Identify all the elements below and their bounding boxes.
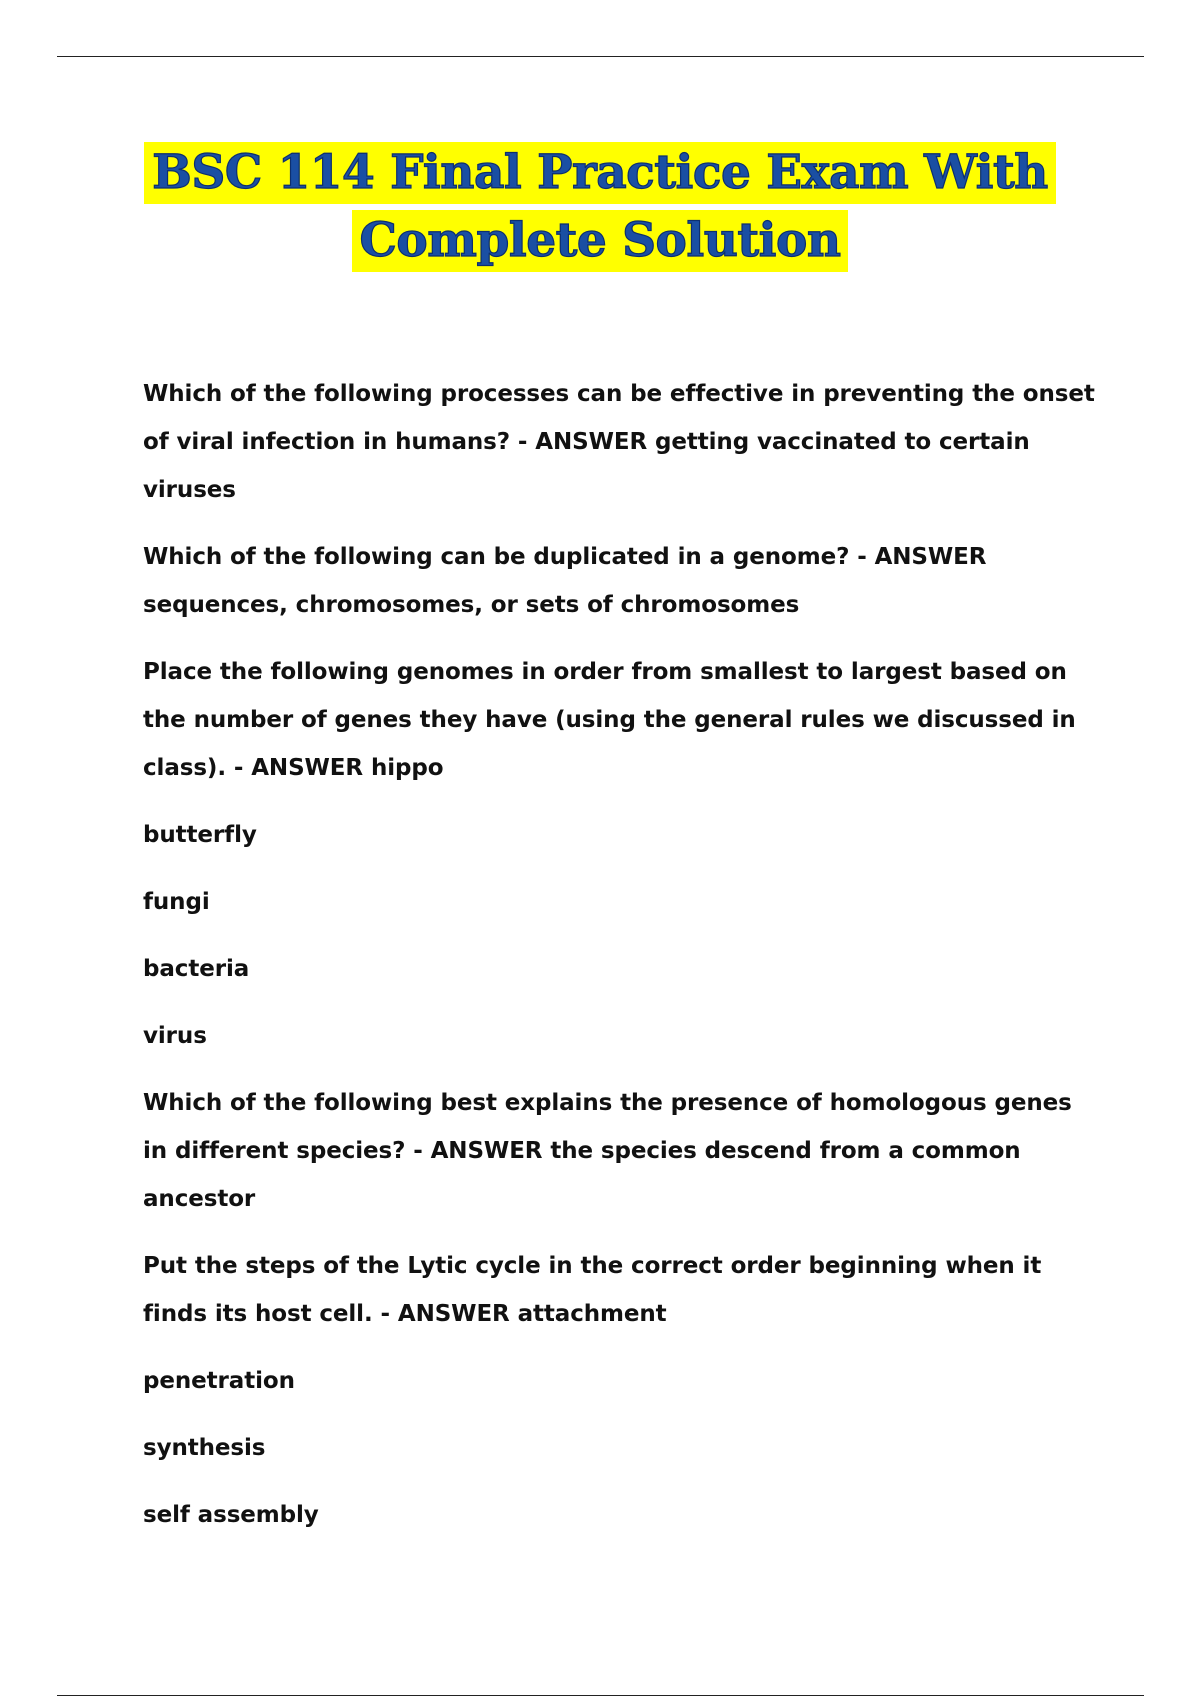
document-title (0, 142, 1200, 278)
question-lytic-cycle: Put the steps of the Lytic cycle in the correct order beginning when it finds its host cell. - ANSWER attachment (143, 1253, 1042, 1327)
answer-item-synthesis: synthesis (143, 1435, 266, 1461)
title-line-1: BSC 114 Final Practice Exam With (144, 142, 1056, 204)
answer-item-self-assembly: self assembly (143, 1502, 319, 1528)
top-rule (57, 56, 1144, 57)
document-body (143, 370, 1103, 1558)
question-genome-order: Place the following genomes in order from smallest to largest based on the number of genes they have (using the general rules we discussed in class). - ANSWER hippo (143, 659, 1076, 781)
answer-item-fungi: fungi (143, 889, 210, 915)
answer-item-butterfly: butterfly (143, 822, 257, 848)
question-vaccination: Which of the following processes can be effective in preventing the onset of viral infection in humans? - ANSWER getting vaccinated to certain viruses (143, 381, 1095, 503)
answer-item-virus: virus (143, 1023, 207, 1049)
question-homologous-genes: Which of the following best explains the presence of homologous genes in different species? - ANSWER the species descend from a common ancestor (143, 1090, 1072, 1212)
answer-item-bacteria: bacteria (143, 956, 250, 982)
bottom-rule (57, 1695, 1144, 1696)
title-line-2: Complete Solution (352, 210, 849, 272)
answer-item-penetration: penetration (143, 1368, 295, 1394)
question-genome-duplication: Which of the following can be duplicated in a genome? - ANSWER sequences, chromosomes, or sets of chromosomes (143, 544, 987, 618)
